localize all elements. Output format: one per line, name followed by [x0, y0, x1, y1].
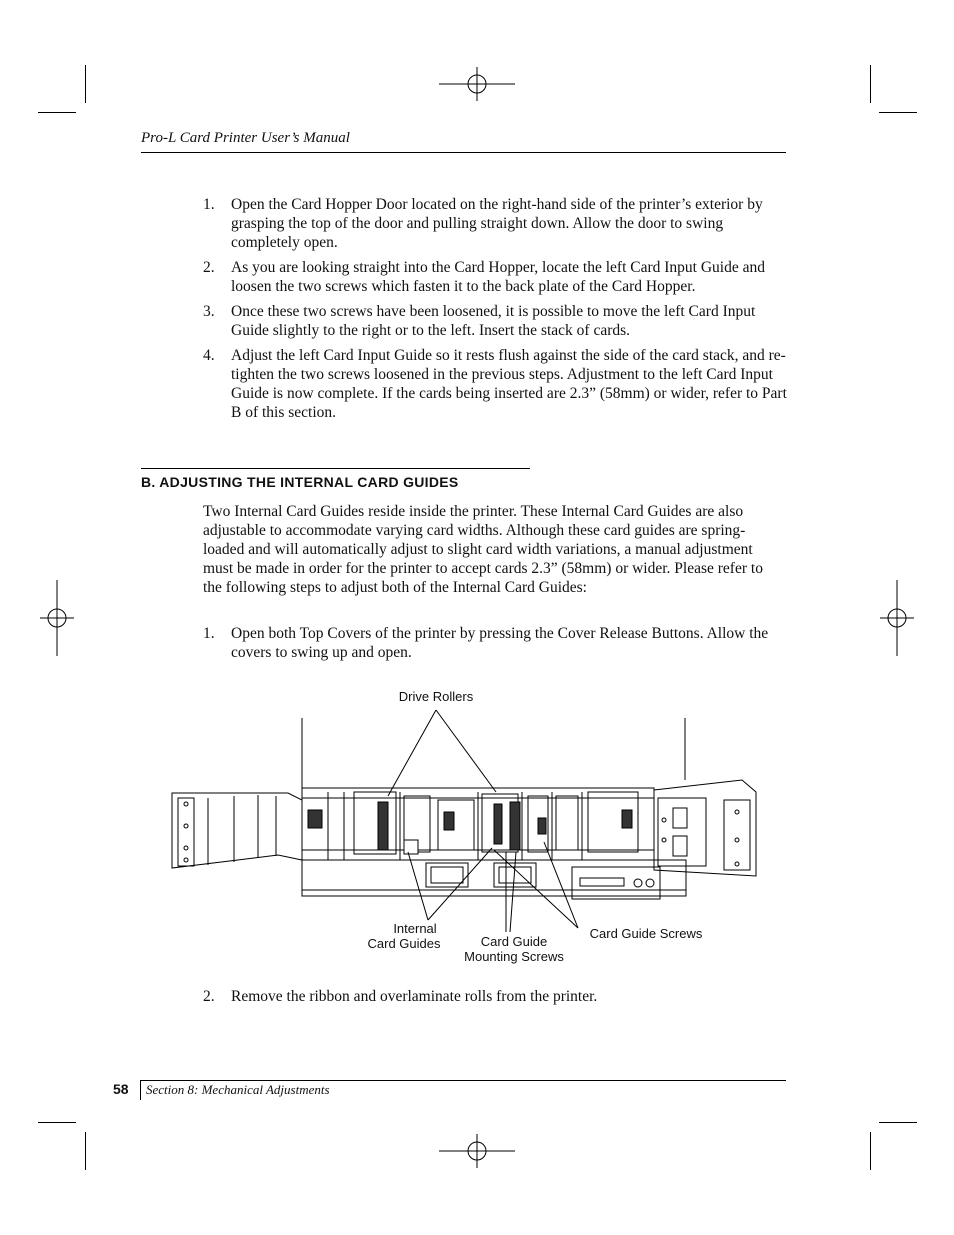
crop-mark — [85, 65, 86, 103]
section-heading: B. ADJUSTING THE INTERNAL CARD GUIDES — [141, 474, 459, 490]
crop-mark — [870, 65, 871, 103]
registration-mark-left — [40, 580, 74, 656]
page-number: 58 — [113, 1081, 129, 1097]
list-item — [203, 195, 788, 252]
step-text: Open the Card Hopper Door located on the right-hand side of the printer’s exterior by grasping the top of the door and pulling straight down. Allow the door to swing completely open. — [231, 196, 763, 251]
label-mounting-screws: Card Guide Mounting Screws — [464, 934, 564, 964]
crop-mark — [38, 112, 76, 113]
crop-mark — [870, 1132, 871, 1170]
list-item — [203, 624, 788, 662]
header-rule — [141, 152, 786, 153]
registration-mark-right — [880, 580, 914, 656]
step-number: 3. — [203, 303, 215, 320]
list-item — [203, 346, 788, 422]
step-text: As you are looking straight into the Card Hopper, locate the left Card Input Guide and loosen the two screws which fasten it to the back plate of the Card Hopper. — [231, 259, 765, 295]
step-number: 2. — [203, 259, 215, 276]
step-text: Open both Top Covers of the printer by pressing the Cover Release Buttons. Allow the covers to swing up and open. — [231, 625, 769, 661]
registration-mark-top — [439, 67, 515, 101]
printer-diagram — [168, 700, 760, 970]
steps-list-b — [203, 624, 788, 668]
registration-mark-bottom — [439, 1134, 515, 1168]
steps-list-b2 — [203, 987, 788, 1012]
crop-mark — [879, 112, 917, 113]
label-internal-card-guides: Internal Card Guides — [367, 921, 441, 951]
running-header: Pro-L Card Printer User’s Manual — [141, 130, 350, 146]
crop-mark — [38, 1122, 76, 1123]
footer-divider — [140, 1080, 141, 1100]
list-item — [203, 987, 788, 1006]
footer-rule — [141, 1080, 786, 1081]
step-text: Once these two screws have been loosened, it is possible to move the left Card Input Guide slightly to the right or to the left. Insert the stack of cards. — [231, 303, 756, 339]
steps-list-a — [203, 195, 788, 428]
step-number: 2. — [203, 988, 215, 1005]
step-text: Adjust the left Card Input Guide so it rests flush against the side of the card stack, and re-tighten the two screws loosened in the previous steps. Adjustment to the left Card Input Guide is now complete. If the cards being inserted are 2.3” (58mm) or wider, refer to Part B of this section. — [231, 347, 787, 421]
section-intro: Two Internal Card Guides reside inside the printer. These Internal Card Guides are also adjustable to accommodate varying card widths. Although these card guides are spring-loaded and will automatically adjust to slight card width variations, a manual adjustment must be made in order for the printer to accept cards 2.3” (58mm) or wider. Please refer to the following steps to adjust both of the Internal Card Guides: — [203, 503, 763, 596]
label-drive-rollers: Drive Rollers — [398, 689, 474, 704]
step-number: 1. — [203, 625, 215, 642]
section-rule — [141, 468, 530, 469]
step-text: Remove the ribbon and overlaminate rolls from the printer. — [231, 988, 598, 1005]
list-item — [203, 302, 788, 340]
crop-mark — [879, 1122, 917, 1123]
list-item — [203, 258, 788, 296]
step-number: 4. — [203, 347, 215, 364]
step-number: 1. — [203, 196, 215, 213]
footer-section: Section 8: Mechanical Adjustments — [146, 1082, 330, 1097]
crop-mark — [85, 1132, 86, 1170]
label-card-guide-screws: Card Guide Screws — [589, 926, 703, 941]
